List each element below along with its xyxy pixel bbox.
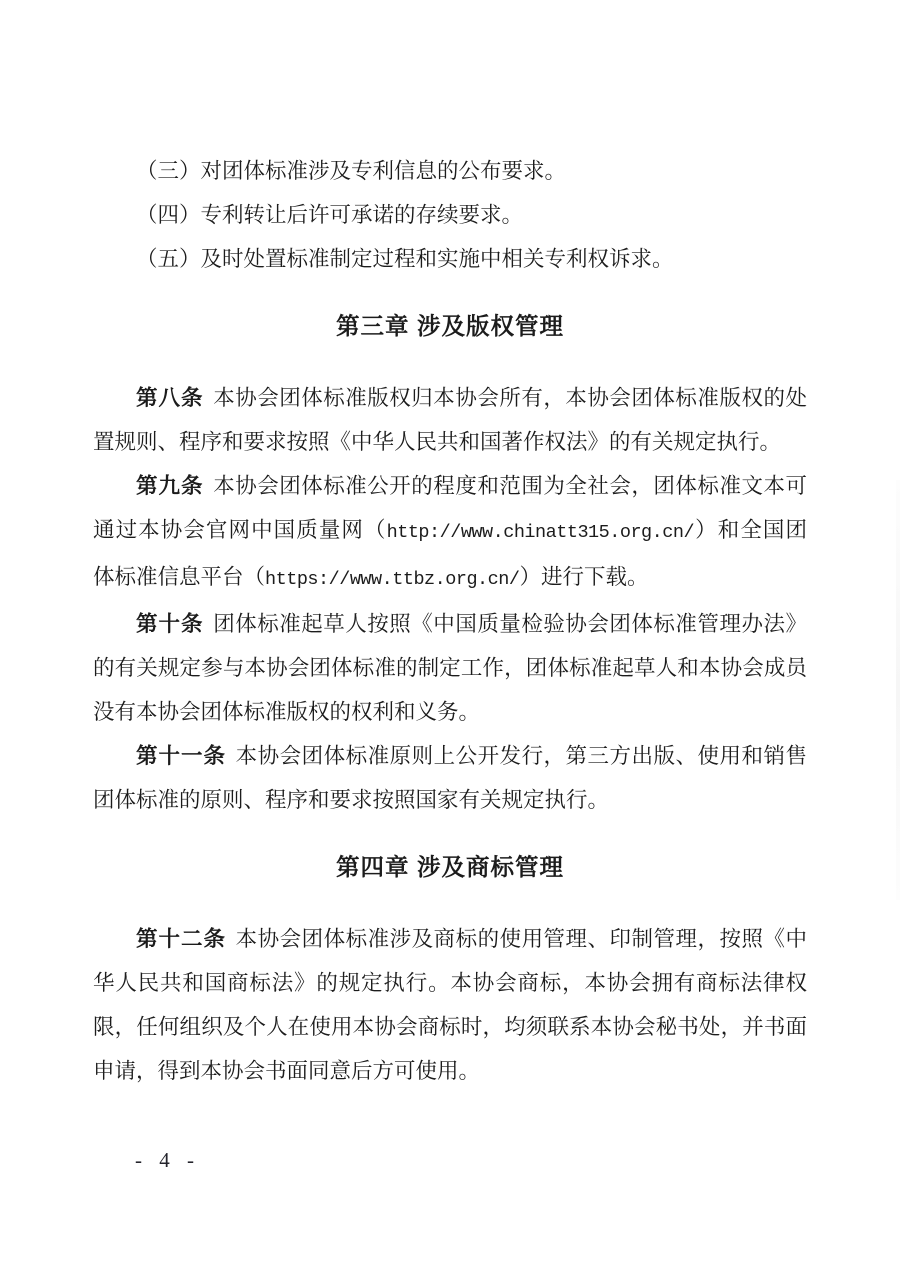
article-12-label: 第十二条 <box>136 927 226 951</box>
document-body <box>93 149 807 1093</box>
article-10-label: 第十条 <box>136 612 204 636</box>
chapter-3-heading: 第三章 涉及版权管理 <box>335 313 565 339</box>
article-11-label: 第十一条 <box>136 744 226 768</box>
article-8-paragraph <box>93 376 807 464</box>
article-10-paragraph <box>93 602 807 734</box>
article-8-label: 第八条 <box>136 386 204 410</box>
article-9-label: 第九条 <box>136 474 204 498</box>
article-9-text-before-url: 本协会团体标准公开的程度和范围为全社会，团体标准文本可通过本协会官网中国质量网（ <box>93 474 807 542</box>
ttbz-platform-url: https://www.ttbz.org.cn/ <box>265 569 520 590</box>
association-website-url: http://www.chinatt315.org.cn/ <box>386 522 695 543</box>
chapter-4-heading: 第四章 涉及商标管理 <box>335 854 565 880</box>
list-item-4: （四）专利转让后许可承诺的存续要求。 <box>136 203 524 227</box>
article-9-text-between: ）和全国团体标准信息平台（ <box>93 518 807 589</box>
article-9-text-after: ）进行下载。 <box>519 565 649 589</box>
page-number: - 4 - <box>135 1148 200 1172</box>
article-11-paragraph <box>93 734 807 822</box>
article-12-text: 本协会团体标准涉及商标的使用管理、印制管理，按照《中华人民共和国商标法》的规定执行。本协会商标，本协会拥有商标法律权限，任何组织及个人在使用本协会商标时，均须联系本协会秘书处，并书面申请，得到本协会书面同意后方可使用。 <box>93 927 807 1083</box>
article-10-text: 团体标准起草人按照《中国质量检验协会团体标准管理办法》的有关规定参与本协会团体标准的制定工作，团体标准起草人和本协会成员没有本协会团体标准版权的权利和义务。 <box>93 612 807 724</box>
article-11-text: 本协会团体标准原则上公开发行，第三方出版、使用和销售团体标准的原则、程序和要求按照国家有关规定执行。 <box>93 744 807 812</box>
list-item-5: （五）及时处置标准制定过程和实施中相关专利权诉求。 <box>136 247 674 271</box>
list-item-3: （三）对团体标准涉及专利信息的公布要求。 <box>136 159 567 183</box>
article-9-paragraph <box>93 464 807 602</box>
article-8-text: 本协会团体标准版权归本协会所有，本协会团体标准版权的处置规则、程序和要求按照《中华人民共和国著作权法》的有关规定执行。 <box>93 386 807 454</box>
article-12-paragraph <box>93 917 807 1093</box>
scan-edge-artifact <box>896 480 900 900</box>
